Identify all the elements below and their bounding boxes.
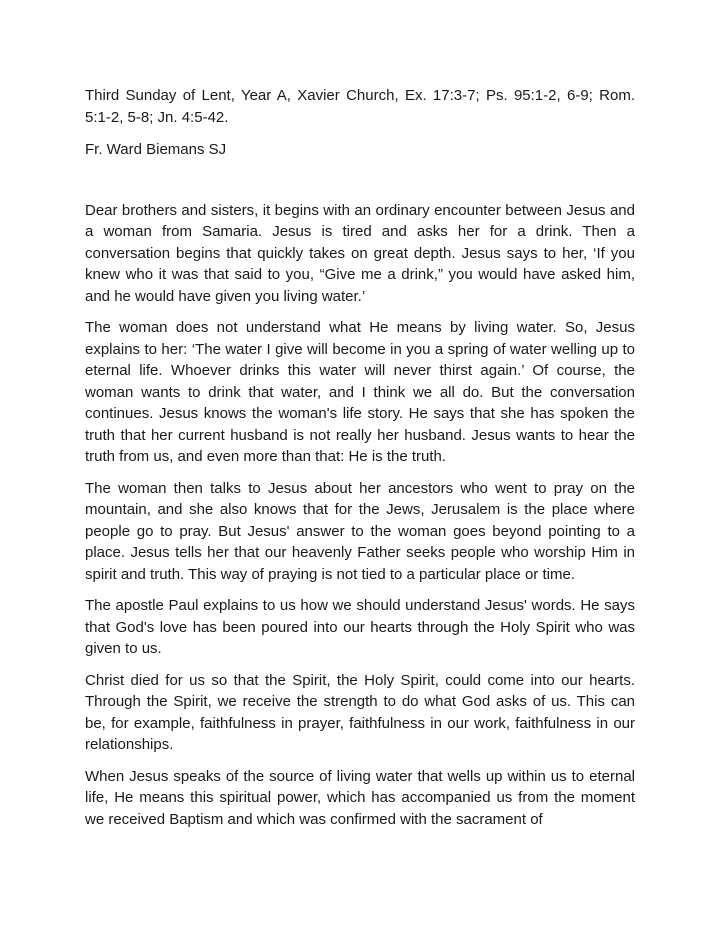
paragraph-3: The woman then talks to Jesus about her ancestors who went to pray on the mountain, and she also knows that for the Jews, Jerusalem is the place where people go to pray. But Jesus' answer to the woman goes beyond pointing to a place. Jesus tells her that our heavenly Father seeks people who worship Him in spirit and truth. This way of praying is not tied to a particular place or time. [85,479,635,583]
paragraph-6: When Jesus speaks of the source of living water that wells up within us to eternal life, He means this spiritual power, which has accompanied us from the moment we received Baptism and which was confirmed with the sacrament of [85,767,635,828]
paragraph-1: Dear brothers and sisters, it begins with an ordinary encounter between Jesus and a woman from Samaria. Jesus is tired and asks her for a drink. Then a conversation begins that quickly takes on great depth. Jesus says to her, ‘If you knew who it was that said to you, “Give me a drink,” you would have asked him, and he would have given you living water.’ [85,201,635,305]
paragraph-5: Christ died for us so that the Spirit, the Holy Spirit, could come into our hearts. Through the Spirit, we receive the strength to do what God asks of us. This can be, for example, faithfulness in prayer, faithfulness in our work, faithfulness in our relationships. [85,671,635,753]
paragraph-4: The apostle Paul explains to us how we should understand Jesus' words. He says that God's love has been poured into our hearts through the Holy Spirit who was given to us. [85,597,635,657]
document-author: Fr. Ward Biemans SJ [85,141,227,158]
document-heading: Third Sunday of Lent, Year A, Xavier Church, Ex. 17:3-7; Ps. 95:1-2, 6-9; Rom. 5:1-2, 5-8; Jn. 4:5-42. [85,87,635,126]
paragraph-2: The woman does not understand what He means by living water. So, Jesus explains to her: ‘The water I give will become in you a spring of water welling up to eternal life. Whoever drinks this water will never thirst again.’ Of course, the woman wants to drink that water, and I think we all do. But the conversation continues. Jesus knows the woman's life story. He says that she has spoken the truth that her current husband is not really her husband. Jesus wants to hear the truth from us, and even more than that: He is the truth. [85,319,635,465]
document-page [85,85,635,840]
